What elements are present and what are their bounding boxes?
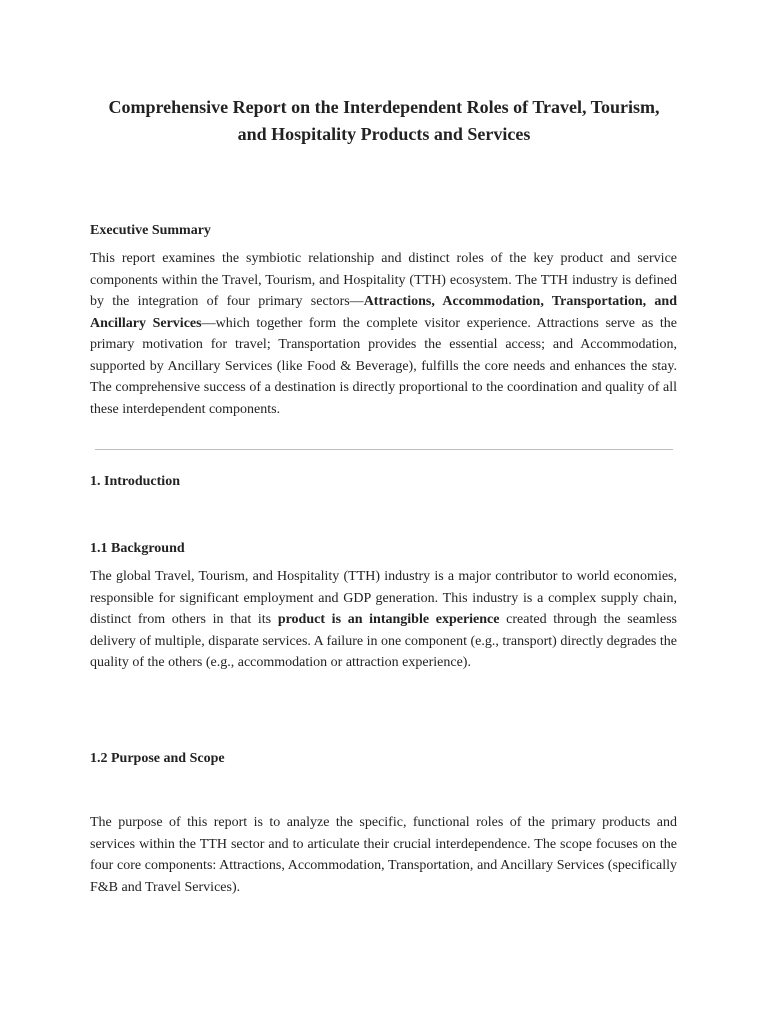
introduction-heading: 1. Introduction [90, 474, 180, 489]
background-bold-text: product is an intangible experience [277, 612, 500, 627]
section-divider [95, 449, 673, 450]
executive-summary-bold-text: Attractions, Accommodation, Transportation, and Ancillary Services [90, 294, 677, 331]
background-text-2: created through the seamless delivery of multiple, disparate services. A failure in one component (e.g., transport) directly degrades the quality of the others (e.g., accommodation or attraction experience). [90, 612, 678, 670]
executive-summary-paragraph [90, 248, 677, 420]
background-paragraph [90, 566, 677, 674]
background-heading: 1.1 Background [90, 541, 185, 556]
executive-summary-heading: Executive Summary [90, 223, 211, 238]
page-title [60, 94, 708, 148]
purpose-scope-paragraph: The purpose of this report is to analyze the specific, functional roles of the primary products and services within the TTH sector and to articulate their crucial interdependence. The scope focuses on the four core components: Attractions, Accommodation, Transportation, and Ancillary Services (specifically F&B and Travel Services). [90, 815, 677, 895]
title-line-1: Comprehensive Report on the Interdependent Roles of Travel, Tourism, [108, 97, 660, 117]
executive-summary-text-2: —which together form the complete visitor experience. Attractions serve as the primary motivation for travel; Transportation provides the essential access; and Accommodation, supported by Ancillary Services (like Food & Beverage), fulfills the core needs and enhances the stay. The comprehensive success of a destination is directly proportional to the coordination and quality of all these interdependent components. [90, 315, 677, 417]
purpose-scope-heading: 1.2 Purpose and Scope [90, 751, 225, 766]
title-line-2: and Hospitality Products and Services [237, 124, 531, 144]
background-text-1: The global Travel, Tourism, and Hospitality (TTH) industry is a major contributor to world economies, responsible for significant employment and GDP generation. This industry is a complex supply chain, distinct from others in that its [90, 569, 677, 627]
executive-summary-text-1: This report examines the symbiotic relationship and distinct roles of the key product and service components within the Travel, Tourism, and Hospitality (TTH) ecosystem. The TTH industry is defined by the integration of four primary sectors— [90, 251, 677, 309]
